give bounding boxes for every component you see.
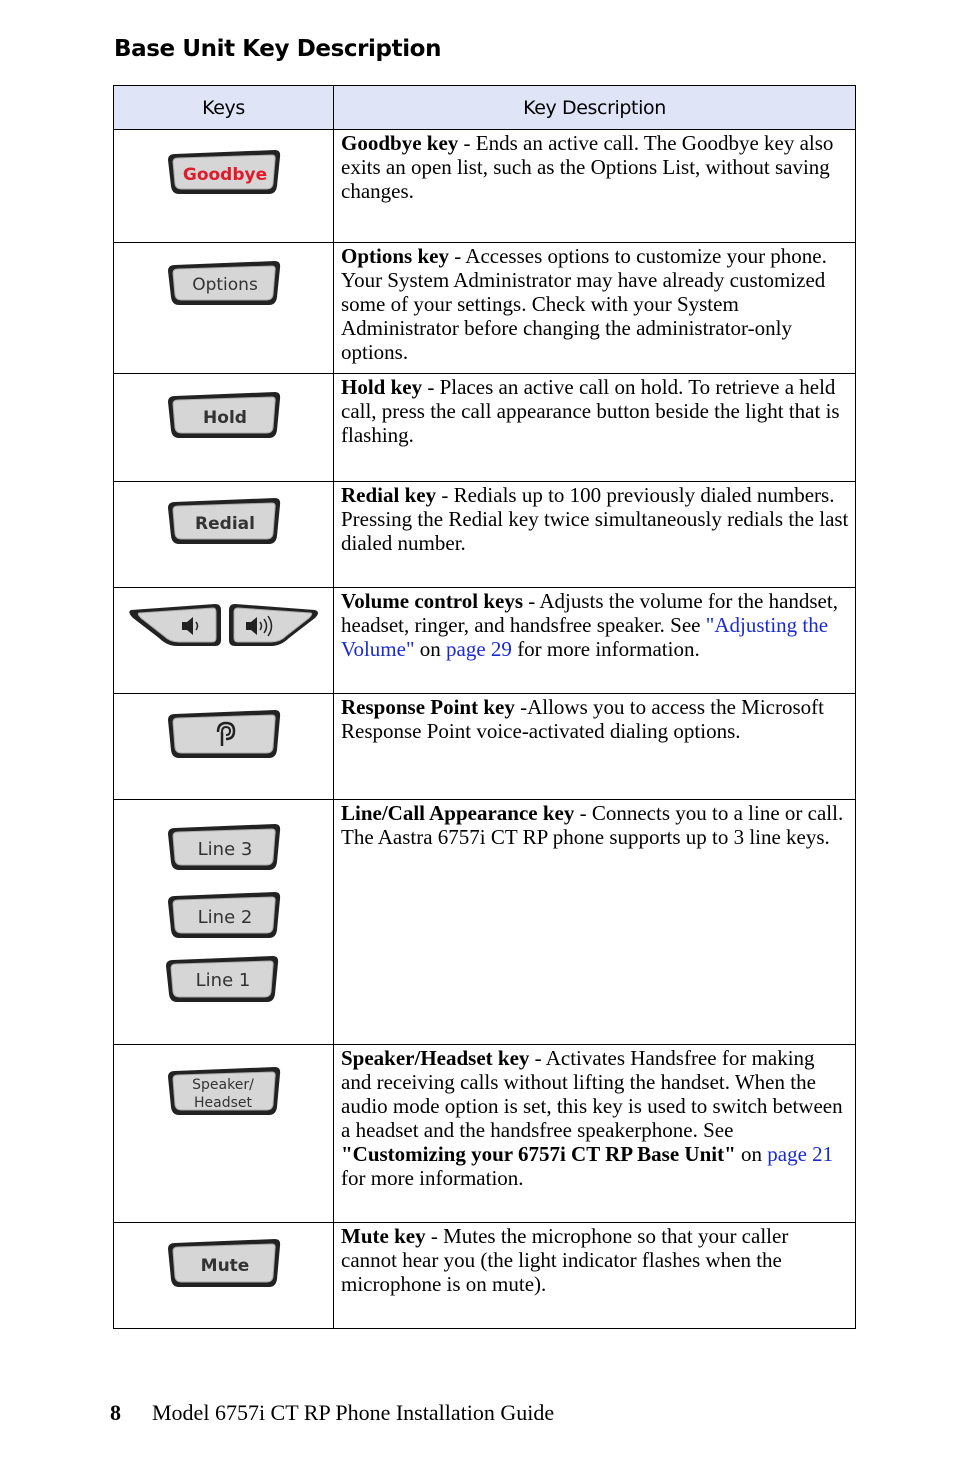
key-text: - Ends an active call. The Goodbye key also exits an open list, such as the Options List, without saving changes. <box>341 131 834 203</box>
volume-keys-description <box>334 588 856 694</box>
goodbye-key-description <box>334 130 856 243</box>
table-row <box>114 1045 856 1223</box>
table-row <box>114 130 856 243</box>
headset-label: Headset <box>193 1095 252 1111</box>
key-text-tail: for more information. <box>511 637 700 661</box>
key-text: - Adjusts the volume for the handset, headset, ringer, and handsfree speaker. See <box>341 589 838 637</box>
key-image-cell <box>114 694 334 800</box>
key-image-cell <box>114 588 334 694</box>
key-text: -Allows you to access the Microsoft Response Point voice-activated dialing options. <box>341 695 824 743</box>
key-text-mid: on <box>735 1142 768 1166</box>
key-image-cell <box>114 243 334 374</box>
key-name: Options key <box>341 244 449 268</box>
key-name: Mute key <box>341 1224 426 1248</box>
speaker-headset-key-icon <box>115 1045 333 1220</box>
table-row <box>114 374 856 482</box>
key-text-tail: for more information. <box>341 1166 524 1190</box>
line-3-label: Line 3 <box>197 839 252 860</box>
hold-key-description <box>334 374 856 482</box>
response-point-key-icon <box>115 694 333 797</box>
key-text: - Redials up to 100 previously dialed numbers. Pressing the Redial key twice simultaneously redials the last dialed number. <box>341 483 849 555</box>
table-row <box>114 588 856 694</box>
table-row <box>114 800 856 1045</box>
key-text: - Places an active call on hold. To retrieve a held call, press the call appearance button beside the light that is flashing. <box>341 375 840 447</box>
line-2-label: Line 2 <box>197 907 252 928</box>
hold-key-icon <box>115 374 333 479</box>
response-point-key-description <box>334 694 856 800</box>
key-name: Hold key <box>341 375 423 399</box>
options-key-label: Options <box>191 275 258 295</box>
key-text: - Accesses options to customize your phone. Your System Administrator may have already customized some of your settings. Check with your System Administrator before changing the administrator-only options. <box>341 244 827 364</box>
key-text: - Connects you to a line or call. The Aastra 6757i CT RP phone supports up to 3 line keys. <box>341 801 844 849</box>
table-row <box>114 694 856 800</box>
key-image-cell <box>114 1223 334 1329</box>
line-keys-description <box>334 800 856 1045</box>
key-image-cell <box>114 374 334 482</box>
page-footer <box>110 1400 554 1426</box>
goodbye-key-icon <box>115 130 333 240</box>
redial-key-label: Redial <box>194 514 255 534</box>
key-name: Goodbye key <box>341 131 459 155</box>
adjusting-volume-link[interactable]: "Adjusting the Volume" <box>341 613 829 661</box>
page-29-link[interactable]: page 29 <box>446 637 512 661</box>
page-number: 8 <box>110 1400 121 1425</box>
table-row <box>114 243 856 374</box>
key-name: Speaker/Headset key <box>341 1046 530 1070</box>
hold-key-label: Hold <box>202 408 247 428</box>
key-text-mid: on <box>414 637 447 661</box>
table-header-row <box>114 86 856 130</box>
customizing-base-unit-ref: "Customizing your 6757i CT RP Base Unit" <box>341 1142 736 1166</box>
options-key-icon <box>115 243 333 371</box>
table-row <box>114 482 856 588</box>
footer-title: Model 6757i CT RP Phone Installation Guide <box>152 1400 555 1425</box>
key-image-cell <box>114 130 334 243</box>
mute-key-icon <box>115 1223 333 1326</box>
section-heading: Base Unit Key Description <box>114 36 442 62</box>
key-name: Volume control keys <box>341 589 524 613</box>
speaker-headset-key-description <box>334 1045 856 1223</box>
options-key-description <box>334 243 856 374</box>
mute-key-description <box>334 1223 856 1329</box>
header-key-description: Key Description <box>334 86 856 130</box>
line-1-key-icon <box>166 956 278 1002</box>
key-name: Response Point key <box>341 695 515 719</box>
line-keys-icon <box>115 800 333 1042</box>
mute-key-label: Mute <box>200 1256 249 1276</box>
redial-key-icon <box>115 482 333 585</box>
page-21-link[interactable]: page 21 <box>767 1142 834 1166</box>
line-1-label: Line 1 <box>195 970 250 991</box>
line-2-key-icon <box>168 892 280 938</box>
key-image-cell <box>114 800 334 1045</box>
key-image-cell <box>114 482 334 588</box>
key-name: Redial key <box>341 483 437 507</box>
table-row <box>114 1223 856 1329</box>
goodbye-key-label: Goodbye <box>182 165 267 185</box>
volume-keys-icon <box>115 588 333 691</box>
key-name: Line/Call Appearance key <box>341 801 575 825</box>
line-3-key-icon <box>168 824 280 870</box>
key-text: - Activates Handsfree for making and receiving calls without lifting the handset. When the audio mode option is set, this key is used to switch between a headset and the handsfree speakerphone. See <box>341 1046 843 1142</box>
speaker-label: Speaker/ <box>191 1077 254 1093</box>
redial-key-description <box>334 482 856 588</box>
key-text: - Mutes the microphone so that your caller cannot hear you (the light indicator flashes when the microphone is on mute). <box>341 1224 789 1296</box>
header-keys: Keys <box>114 86 334 130</box>
key-image-cell <box>114 1045 334 1223</box>
key-description-table <box>113 85 856 1329</box>
